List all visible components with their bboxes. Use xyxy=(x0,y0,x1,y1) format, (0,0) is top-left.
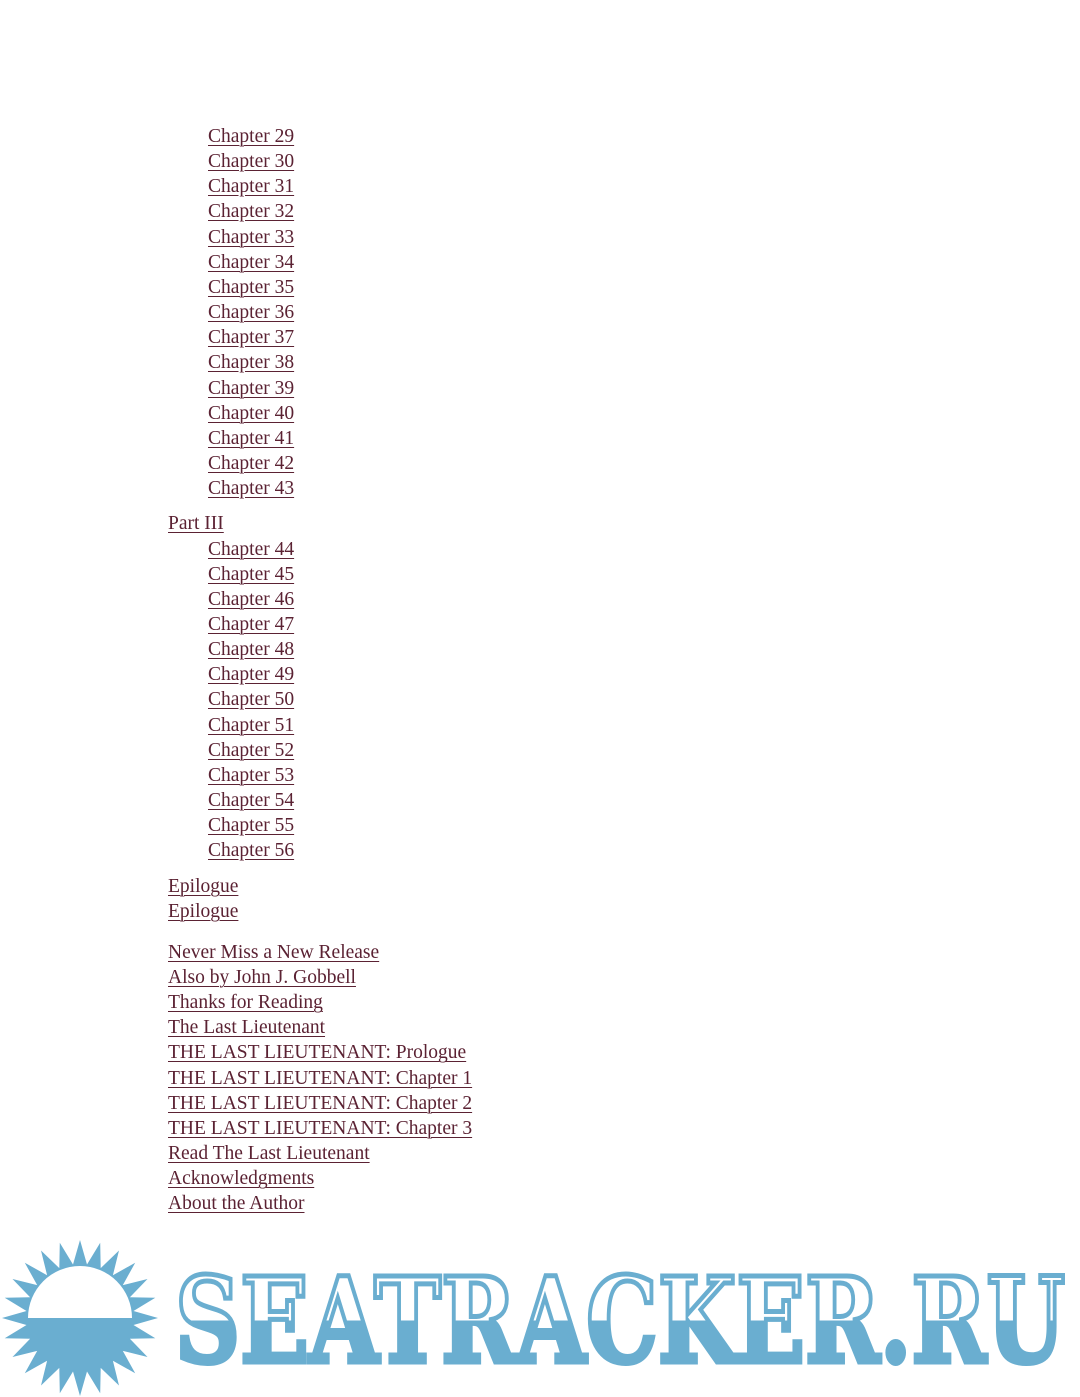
toc-link[interactable]: Chapter 45 xyxy=(208,563,295,585)
toc-link[interactable]: Chapter 30 xyxy=(208,151,295,173)
toc-link[interactable]: Chapter 56 xyxy=(208,840,295,862)
toc-link[interactable]: Chapter 52 xyxy=(208,739,295,761)
toc-link[interactable]: Chapter 51 xyxy=(208,714,295,736)
toc-link[interactable]: Chapter 33 xyxy=(208,226,295,248)
toc-link-epilogue-section[interactable]: Epilogue xyxy=(168,875,239,897)
table-of-contents xyxy=(168,124,768,1217)
toc-link[interactable]: THE LAST LIEUTENANT: Chapter 3 xyxy=(168,1117,473,1139)
toc-link[interactable]: Chapter 36 xyxy=(208,302,295,324)
toc-link[interactable]: Never Miss a New Release xyxy=(168,941,380,963)
toc-link[interactable]: Acknowledgments xyxy=(168,1168,315,1190)
toc-link[interactable]: Chapter 40 xyxy=(208,402,295,424)
toc-link[interactable]: Thanks for Reading xyxy=(168,992,323,1014)
sun-burst-icon xyxy=(2,1240,158,1396)
toc-link[interactable]: Chapter 39 xyxy=(208,377,295,399)
toc-link[interactable]: Read The Last Lieutenant xyxy=(168,1143,370,1165)
toc-link[interactable]: Chapter 43 xyxy=(208,478,295,500)
toc-link[interactable]: Chapter 32 xyxy=(208,201,295,223)
toc-link[interactable]: Also by John J. Gobbell xyxy=(168,967,356,988)
toc-link[interactable]: Chapter 53 xyxy=(208,764,295,786)
part2-chapter-list xyxy=(168,124,768,501)
watermark-text-graphic xyxy=(170,1262,1070,1372)
watermark-text: SEATRACKER.RU xyxy=(175,1262,1065,1372)
part3-chapter-list xyxy=(168,537,768,864)
toc-link[interactable]: Chapter 55 xyxy=(208,815,295,837)
toc-link[interactable]: Chapter 41 xyxy=(208,427,295,449)
toc-link[interactable]: Chapter 42 xyxy=(208,453,295,475)
toc-link[interactable]: The Last Lieutenant xyxy=(168,1017,326,1039)
toc-link[interactable]: Chapter 54 xyxy=(208,790,295,812)
toc-link[interactable]: THE LAST LIEUTENANT: Chapter 1 xyxy=(168,1067,473,1089)
toc-link[interactable]: THE LAST LIEUTENANT: Chapter 2 xyxy=(168,1092,473,1114)
toc-link[interactable]: Chapter 50 xyxy=(208,689,295,711)
toc-link[interactable]: Chapter 47 xyxy=(208,613,295,635)
toc-link[interactable]: Chapter 38 xyxy=(208,352,295,374)
toc-link[interactable]: Chapter 37 xyxy=(208,327,295,349)
toc-link-part-3[interactable]: Part III xyxy=(168,513,224,535)
toc-link[interactable]: Chapter 35 xyxy=(208,276,295,298)
toc-link[interactable]: Chapter 48 xyxy=(208,639,295,661)
toc-link-epilogue[interactable]: Epilogue xyxy=(168,900,239,922)
toc-link[interactable]: Chapter 49 xyxy=(208,664,295,686)
toc-link[interactable]: Chapter 46 xyxy=(208,588,295,610)
toc-link[interactable]: THE LAST LIEUTENANT: Prologue xyxy=(168,1042,467,1064)
toc-link[interactable]: About the Author xyxy=(168,1193,305,1215)
back-matter-list xyxy=(168,940,768,1217)
toc-link[interactable]: Chapter 44 xyxy=(208,538,295,560)
toc-link[interactable]: Chapter 34 xyxy=(208,251,295,273)
toc-link[interactable]: Chapter 29 xyxy=(208,126,295,147)
toc-link[interactable]: Chapter 31 xyxy=(208,176,295,198)
